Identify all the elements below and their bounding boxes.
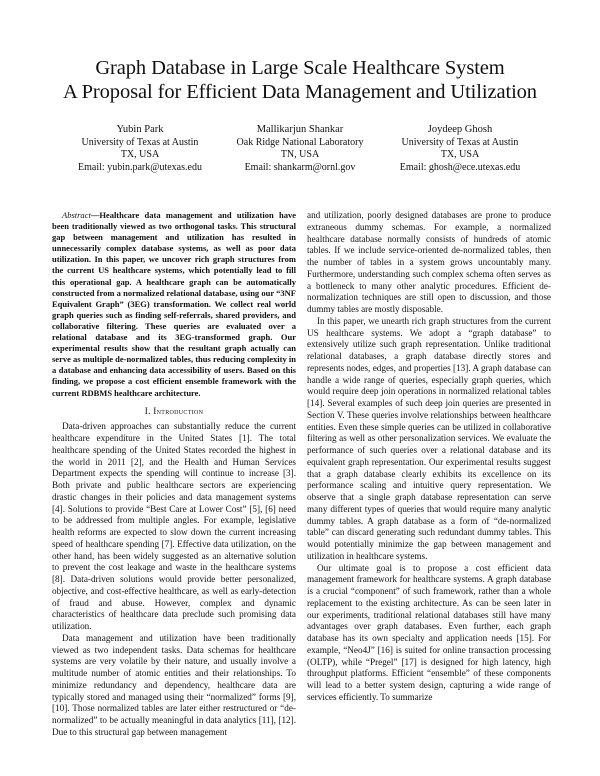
author-email: Email: shankarm@ornl.gov <box>244 161 356 173</box>
author-affiliation: University of Texas at Austin <box>401 136 519 148</box>
author-email: Email: ghosh@ece.utexas.edu <box>399 161 521 173</box>
author-2 <box>220 124 380 174</box>
author-name: Joydeep Ghosh <box>427 124 493 135</box>
author-location: TN, USA <box>280 149 320 161</box>
section-heading-introduction: I. Introduction <box>144 405 204 416</box>
left-column <box>52 210 296 739</box>
author-3 <box>380 124 540 174</box>
paragraph: In this paper, we unearth rich graph structures from the current US healthcare systems. We adopt a “graph database” to extensively utilize such graph representation. Unlike traditional relational databases, a graph database directly stores and represents nodes, edges, and properties [13]. A graph database can handle a wide range of queries, especially graph queries, which would require deep join operations in normalized relational tables [14]. Several examples of such deep join queries are presented in Section V. These queries involve relationships between healthcare entities. Even these simple queries can be utilized in collaborative filtering as well as other personalization services. We evaluate the performance of such queries over a relational database and its equivalent graph representation. Our experimental results suggest that a graph database clearly exhibits its excellence on its performance scaling and intuitive query representation. We observe that a single graph database representation can serve many different types of queries that would require many analytic dummy tables. A graph database as a form of “de-normalized table” can discard generating such redundant dummy tables. This would potentially minimize the gap between management and utilization in healthcare systems. <box>307 315 551 561</box>
author-email: Email: yubin.park@utexas.edu <box>78 161 202 173</box>
author-affiliation: University of Texas at Austin <box>81 136 199 148</box>
author-block <box>60 124 540 174</box>
abstract <box>52 210 296 399</box>
author-location: TX, USA <box>440 149 480 161</box>
author-affiliation: Oak Ridge National Laboratory <box>236 136 364 148</box>
paragraph: Our ultimate goal is to propose a cost efficient data management framework for healthcare systems. A graph database is a crucial “component” of such framework, rather than a whole replacement to the existing architecture. As can be seen later in our experiments, traditional relational databases still have many advantages over graph databases. Even further, each graph database has its own specialty and application needs [15]. For example, “Neo4J” [16] is suited for online transaction processing (OLTP), while “Pregel” [17] is designed for high latency, high throughput platforms. Efficient “ensemble” of these components will lead to a better system design, capturing a wide range of services efficiently. To summarize <box>307 562 551 702</box>
paragraph: Data-driven approaches can substantially reduce the current healthcare expenditure in the United States [1]. The total healthcare spending of the United States recorded the highest in the world in 2011 [2], and the Health and Human Services Department expects the spending will continue to increase [3]. Both private and public healthcare sectors are experiencing drastic changes in their policies and data management systems [4]. Solutions to provide “Best Care at Lower Cost” [5], [6] need to be addressed from multiple angles. For example, legislative health reforms are expected to slow down the current increasing speed of healthcare spending [7]. Effective data utilization, on the other hand, has been widely suggested as an alternative solution to prevent the cost leakage and waste in the healthcare systems [8]. Data-driven solutions would provide better personalized, objective, and cost-effective healthcare, as well as early-detection of fraud and abuse. However, complex and dynamic characteristics of healthcare data preclude such promising data utilization. <box>52 421 296 632</box>
right-column <box>307 210 551 704</box>
author-1 <box>60 124 220 174</box>
paper-title <box>0 56 600 104</box>
author-location: TX, USA <box>120 149 160 161</box>
title-line-2: A Proposal for Efficient Data Management and Utilization <box>63 81 537 103</box>
author-name: Yubin Park <box>116 124 164 135</box>
author-name: Mallikarjun Shankar <box>256 124 344 135</box>
title-line-1: Graph Database in Large Scale Healthcare System <box>95 57 505 79</box>
paragraph: Data management and utilization have been traditionally viewed as two independent tasks. Data schemas for healthcare systems are very volatile by their nature, and usually involve a multitude number of atomic entities and their relationships. To minimize redundancy and dependency, healthcare data are typically stored and managed using their “normalized” forms [9], [10]. Those normalized tables are later either restructured or “de-normalized” to be actually meaningful in data analytics [11], [12]. Due to this structural gap between management <box>52 632 296 737</box>
abstract-text: —Healthcare data management and utilization have been traditionally viewed as two orthogonal tasks. This structural gap between management and utilization has resulted in unnecessarily complex database systems, as well as poor data utilization. In this paper, we uncover rich graph structures from the current US healthcare systems, which potentially lead to fill this operational gap. A healthcare graph can be automatically constructed from a normalized relational database, using our “3NF Equivalent Graph” (3EG) transformation. We collect real world graph queries such as finding self-referrals, shared providers, and collaborative filtering. These queries are evaluated over a relational database and its 3EG-transformed graph. Our experimental results show that the resultant graph actually can serve as multiple de-normalized tables, thus reducing complexity in a database and enhancing data accessibility of users. Based on this finding, we propose a cost efficient ensemble framework with the current RDBMS healthcare architecture. <box>52 210 296 398</box>
abstract-label: Abstract <box>62 210 91 220</box>
paragraph: and utilization, poorly designed databases are prone to produce extraneous dummy schemas. For example, a normalized healthcare database normally consists of hundreds of atomic tables. If we include service-oriented de-normalized tables, then the number of tables in a system grows uncountably many. Furthermore, understanding such complex schema often serves as a bottleneck to many other analytic procedures. Efficient de-normalization techniques are still open to discussion, and those dummy tables are mostly disposable. <box>307 210 551 314</box>
